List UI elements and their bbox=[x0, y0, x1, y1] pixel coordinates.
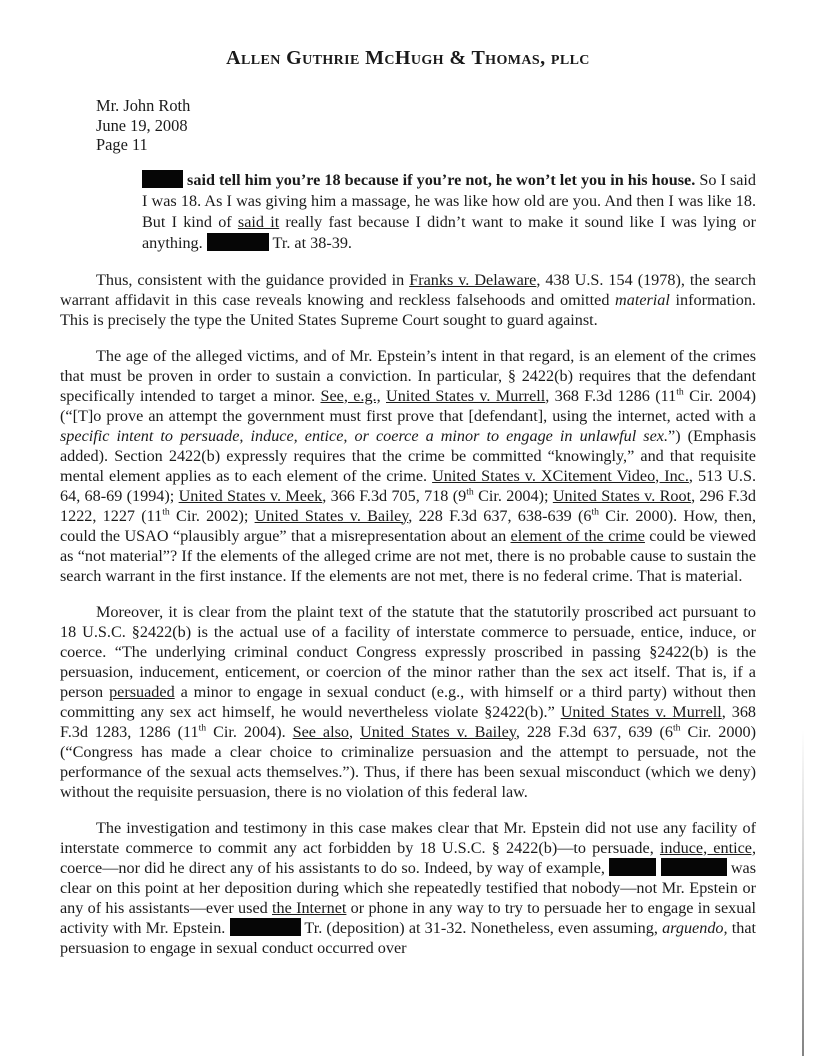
text-run: The investigation and testimony in this case makes clear that Mr. Epstein did not use any facility of interstate commerce to commit any act forbidden by 18 U.S.C. § 2422(b)—to persuade, bbox=[60, 818, 756, 857]
text-run: United States v. Murrell bbox=[386, 386, 546, 405]
text-run: , 438 U.S. 154 (1978), the search warrant affidavit in this case reveals knowing and reckless falsehoods and omitted bbox=[60, 270, 756, 309]
text-run: Cir. 2002); bbox=[169, 506, 255, 525]
redaction-box bbox=[230, 918, 301, 936]
text-run: the Internet bbox=[272, 898, 347, 917]
text-run: United States v. Bailey bbox=[360, 722, 516, 741]
paragraph-element-of-crime bbox=[60, 346, 756, 586]
text-run: could be viewed as “not material”? If the elements of the alleged crime are not met, there is no probable cause to sustain the search warrant in the first instance. If the elements are not met, there is no federal crime. That is material. bbox=[60, 526, 757, 585]
text-run: United States v. Murrell bbox=[560, 702, 722, 721]
text-run: Tr. at 38-39. bbox=[268, 233, 352, 252]
text-run: induce, entice, bbox=[659, 838, 756, 857]
text-run: or phone in any way to try to persuade her to engage in sexual activity with Mr. Epstein. bbox=[60, 898, 756, 937]
text-run: th bbox=[672, 722, 681, 734]
text-run: th bbox=[162, 506, 170, 518]
text-run: that persuasion to engage in sexual conduct occurred over bbox=[60, 918, 756, 957]
letter-date: June 19, 2008 bbox=[96, 115, 188, 135]
paragraph-statute-plain-text bbox=[60, 602, 756, 802]
text-run: information. This is precisely the type the United States Supreme Court sought to guard against. bbox=[60, 290, 756, 329]
text-run: really fast because I didn’t want to make it sound like I was lying or anything. bbox=[142, 212, 757, 252]
paragraph-investigation-testimony bbox=[60, 818, 756, 958]
text-run: United States v. Meek bbox=[178, 486, 323, 505]
text-run: United States v. Bailey bbox=[254, 506, 409, 525]
text-run: , 296 F.3d 1222, 1227 (11 bbox=[60, 486, 756, 525]
text-run: Cir. 2000). How, then, could the USAO “plausibly argue” that a misrepresentation about an bbox=[60, 506, 756, 545]
text-run: element of the crime bbox=[510, 526, 645, 545]
text-run: ”) (Emphasis added). Section 2422(b) expressly requires that the crime be committed “knowingly,” and that requisite mental element applies as to each element of the crime. bbox=[60, 426, 757, 485]
scan-artifact-line bbox=[802, 730, 804, 1056]
text-run: , 366 F.3d 705, 718 (9 bbox=[322, 486, 467, 505]
text-run: said tell him you’re 18 because if you’re not, he won’t let you in his house. bbox=[183, 170, 700, 189]
redaction-box bbox=[661, 858, 727, 876]
text-run: Cir. 2000) (“Congress has made a clear choice to criminalize persuasion and the attempt to persuade, not the performance of the sexual acts themselves.”). Thus, if there has been sexual misconduct (which we deny) without the requisite persuasion, there is no violation of this federal law. bbox=[60, 722, 757, 801]
text-run: material bbox=[615, 290, 670, 309]
text-run: , 513 U.S. 64, 68-69 (1994); bbox=[60, 466, 757, 505]
text-run: said it bbox=[237, 212, 280, 231]
redaction-box bbox=[142, 170, 183, 188]
text-run: Cir. 2004) (“[T]o prove an attempt the government must first prove that [defendant], using the internet, acted with a bbox=[60, 386, 757, 425]
text-run: was clear on this point at her deposition during which she repeatedly testified that nobody—not Mr. Epstein or any of his assistants—ever used bbox=[60, 858, 756, 917]
text-run: th bbox=[198, 722, 207, 734]
text-run: th bbox=[466, 486, 474, 498]
text-run: Thus, consistent with the guidance provided in bbox=[96, 270, 410, 289]
text-run: coerce—nor did he direct any of his assistants to do so. Indeed, by way of example, bbox=[60, 858, 610, 877]
paragraph-franks-v-delaware bbox=[60, 270, 756, 330]
page-number: Page 11 bbox=[96, 135, 148, 154]
deposition-quote-block bbox=[142, 170, 756, 254]
text-run: So I said I was 18. As I was giving him a massage, he was like how old are you. And then I was like 18. But I kind of bbox=[142, 170, 756, 231]
text-run: See also bbox=[292, 722, 350, 741]
text-run: persuaded bbox=[109, 682, 175, 701]
text-run: Cir. 2004); bbox=[473, 486, 553, 505]
text-run: specific intent to persuade, induce, entice, or coerce a minor to engage in unlawful sex. bbox=[60, 426, 669, 445]
firm-letterhead: Allen Guthrie McHugh & Thomas, pllc bbox=[226, 47, 590, 69]
text-run: , 228 F.3d 637, 639 (6 bbox=[515, 722, 673, 741]
redaction-box bbox=[609, 858, 656, 876]
text-run: Franks v. Delaware bbox=[409, 270, 537, 289]
text-run: , 368 F.3d 1286 (11 bbox=[545, 386, 677, 405]
redaction-box bbox=[207, 233, 269, 251]
text-run: th bbox=[676, 386, 684, 398]
text-run: United States v. XCitement Video, Inc. bbox=[432, 466, 689, 485]
text-run: arguendo, bbox=[662, 918, 728, 937]
text-run: , 368 F.3d 1283, 1286 (11 bbox=[60, 702, 757, 741]
text-run: The age of the alleged victims, and of Mr. Epstein’s intent in that regard, is an element of the crimes that must be proven in order to sustain a conviction. In particular, § 2422(b) requires that the defendant specifically intended to target a minor. bbox=[60, 346, 756, 405]
text-run: See, e.g., bbox=[320, 386, 381, 405]
text-run: a minor to engage in sexual conduct (e.g., with himself or a third party) without then committing any sex act himself, he would nevertheless violate §2422(b).” bbox=[60, 682, 756, 721]
address-block bbox=[96, 96, 816, 155]
recipient-name: Mr. John Roth bbox=[96, 96, 191, 115]
text-run: Moreover, it is clear from the plaint text of the statute that the statutorily proscribed act pursuant to 18 U.S.C. §2422(b) is the actual use of a facility of interstate commerce to persuade, entice, induce, or coerce. “The underlying criminal conduct Congress expressly proscribed in passing §2422(b) is the persuasion, inducement, enticement, or coercion of the minor rather than the sex act itself. That is, if a person bbox=[60, 602, 756, 701]
text-run: Tr. (deposition) at 31-32. Nonetheless, even assuming, bbox=[300, 918, 663, 937]
text-run: Cir. 2004). bbox=[206, 722, 293, 741]
text-run: , 228 F.3d 637, 638-639 (6 bbox=[408, 506, 592, 525]
text-run: , bbox=[349, 722, 361, 741]
text-run: United States v. Root bbox=[552, 486, 692, 505]
text-run: th bbox=[591, 506, 600, 518]
